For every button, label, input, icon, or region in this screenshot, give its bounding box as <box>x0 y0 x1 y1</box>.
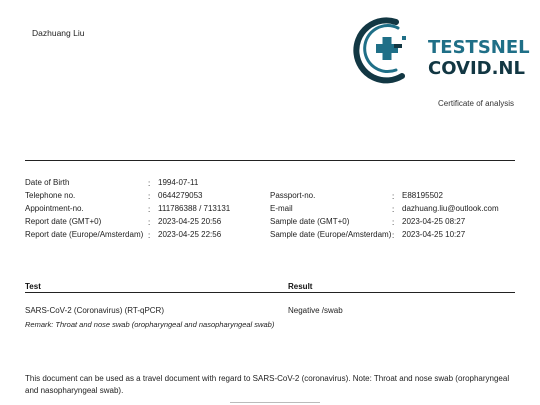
colon: : <box>392 192 395 201</box>
colon: : <box>148 192 151 201</box>
logo-mark-icon <box>356 20 406 80</box>
testsnel-logo <box>356 14 530 92</box>
test-remark: Remark: Throat and nose swab (oropharyngeal and nasopharyngeal swab) <box>25 320 275 329</box>
column-header-result: Result <box>288 282 313 291</box>
colon: : <box>148 218 151 227</box>
value-dob: 1994-07-11 <box>158 178 199 187</box>
colon: : <box>392 205 395 214</box>
value-telephone: 0644279053 <box>158 191 203 200</box>
travel-note: This document can be used as a travel document with regard to SARS-CoV-2 (coronavirus). Note: Throat and nose swab (oropharyngeal and nasopharyngeal swab). <box>25 374 510 395</box>
value-appointment: 111786388 / 713131 <box>158 204 231 213</box>
table-divider <box>25 292 515 293</box>
label-dob: Date of Birth <box>25 178 70 187</box>
colon: : <box>148 205 151 214</box>
value-sample-ams: 2023-04-25 10:27 <box>402 230 466 239</box>
document-type: Certificate of analysis <box>437 99 514 108</box>
brand-line2: COVID.NL <box>428 58 525 79</box>
label-email: E-mail <box>270 204 293 213</box>
brand-line1: TESTSNEL <box>428 37 530 58</box>
value-passport: E88195502 <box>402 191 443 200</box>
value-report-gmt: 2023-04-25 20:56 <box>158 217 222 226</box>
colon: : <box>148 179 151 188</box>
label-report-gmt: Report date (GMT+0) <box>25 217 102 226</box>
colon: : <box>392 218 395 227</box>
label-report-ams: Report date (Europe/Amsterdam) <box>25 230 144 239</box>
patient-name: Dazhuang Liu <box>32 28 85 38</box>
value-email[interactable]: dazhuang.liu@outlook.com <box>402 204 499 213</box>
colon: : <box>148 231 151 240</box>
column-header-test: Test <box>25 282 41 291</box>
label-passport: Passport-no. <box>270 191 316 200</box>
label-telephone: Telephone no. <box>25 191 76 200</box>
value-sample-gmt: 2023-04-25 08:27 <box>402 217 466 226</box>
test-result: Negative /swab <box>288 306 343 315</box>
label-sample-gmt: Sample date (GMT+0) <box>270 217 350 226</box>
value-report-ams: 2023-04-25 22:56 <box>158 230 222 239</box>
test-name: SARS-CoV-2 (Coronavirus) (RT-qPCR) <box>25 306 164 315</box>
divider <box>25 160 515 161</box>
label-sample-ams: Sample date (Europe/Amsterdam) <box>270 230 392 239</box>
label-appointment: Appointment-no. <box>25 204 84 213</box>
colon: : <box>392 231 395 240</box>
footer-line <box>230 402 320 403</box>
